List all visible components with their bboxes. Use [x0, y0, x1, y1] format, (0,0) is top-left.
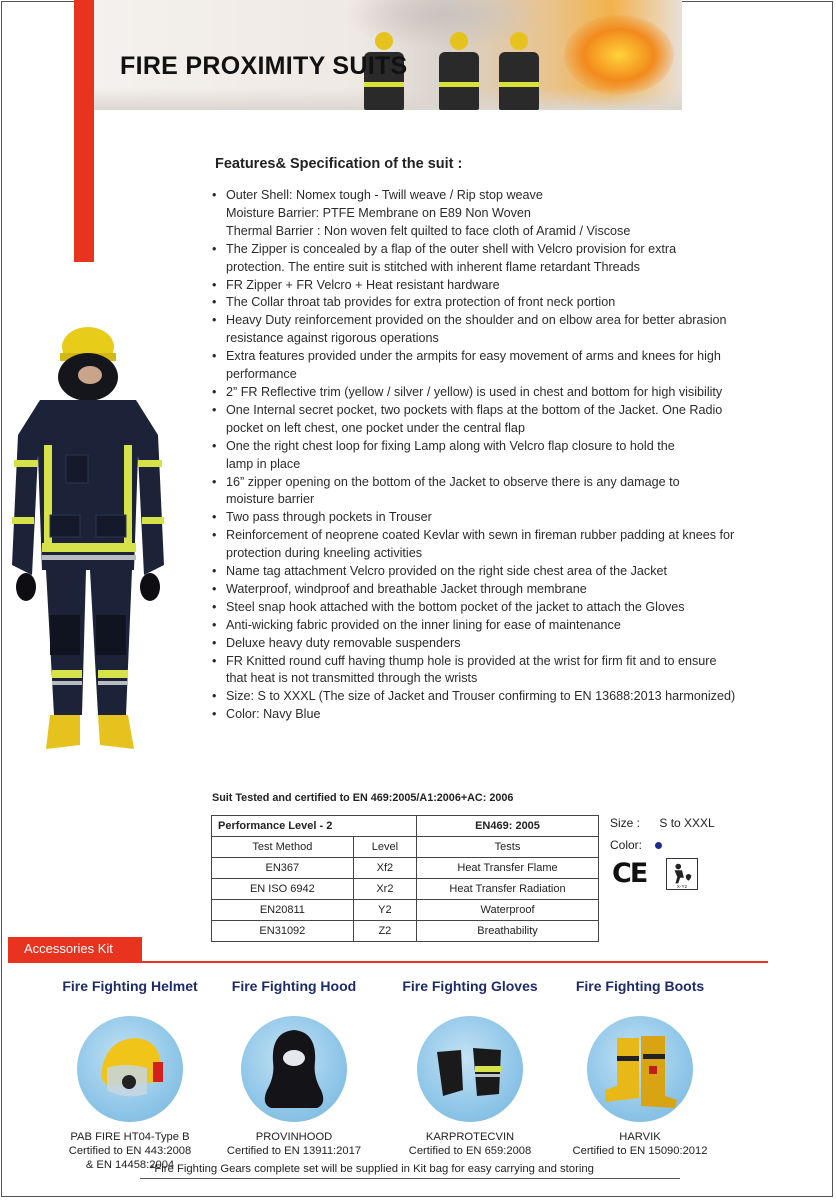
table-cell: EN367 — [212, 858, 354, 879]
feature-text: Thermal Barrier : Non woven felt quilted to face cloth of Aramid / Viscose — [226, 223, 631, 238]
feature-text: Outer Shell: Nomex tough - Twill weave / Rip stop weave — [226, 188, 543, 202]
bullet-icon: • — [212, 707, 217, 722]
feature-item — [212, 527, 772, 563]
feature-text: Name tag attachment Velcro provided on the right side chest area of the Jacket — [226, 564, 668, 579]
feature-item — [212, 474, 772, 510]
feature-text: Color: Navy Blue — [226, 707, 321, 722]
feature-item — [212, 438, 772, 474]
red-accent-bar — [74, 0, 94, 262]
column-header: Test Method — [212, 837, 354, 858]
feature-item — [212, 402, 772, 438]
table-cell: EN31092 — [212, 921, 354, 942]
bullet-icon: • — [212, 349, 217, 364]
caption-line: PROVINHOOD — [255, 1131, 333, 1143]
caption-line: HARVIK — [619, 1131, 661, 1143]
accessory-name: Fire Fighting Gloves — [402, 978, 538, 994]
feature-item — [212, 581, 772, 599]
feature-text: Deluxe heavy duty removable suspenders — [226, 635, 461, 650]
feature-text: One Internal secret pocket, two pockets with flaps at the bottom of the Jacket. One Radio — [226, 402, 723, 417]
bullet-icon: • — [212, 188, 217, 202]
accessory-caption — [550, 1130, 730, 1158]
hood-image — [241, 1016, 347, 1122]
accessories-tab: Accessories Kit — [8, 937, 142, 961]
table-cell: Breathability — [417, 921, 599, 942]
color-swatch — [655, 842, 662, 849]
table-row — [212, 858, 599, 879]
bullet-icon: • — [212, 599, 217, 614]
table-cell: Y2 — [353, 900, 416, 921]
accessory-gloves — [380, 978, 560, 1158]
feature-text: 2” FR Reflective trim (yellow / silver / yellow) is used in chest and bottom for high visibility — [226, 384, 723, 399]
color-label: Color: — [610, 838, 643, 852]
features-heading: Features& Specification of the suit : — [215, 156, 463, 172]
feature-item — [212, 706, 772, 724]
accessory-caption — [204, 1130, 384, 1158]
table-cell: Heat Transfer Radiation — [417, 879, 599, 900]
caption-line: Certified to EN 15090:2012 — [572, 1145, 708, 1157]
size-label: Size : — [610, 816, 641, 830]
bullet-icon: • — [212, 528, 217, 543]
accessory-helmet — [40, 978, 220, 1172]
feature-text: Heavy Duty reinforcement provided on the shoulder and on elbow area for better abrasion — [226, 313, 727, 328]
feature-text: Size: S to XXXL (The size of Jacket and Trouser confirming to EN 13688:2013 harmonized) — [226, 689, 736, 704]
bullet-icon: • — [212, 402, 217, 417]
caption-line: KARPROTECVIN — [425, 1131, 515, 1143]
feature-text: The Collar throat tab provides for extra protection of front neck portion — [226, 295, 616, 310]
bullet-icon: • — [212, 653, 217, 668]
caption-line: Certified to EN 659:2008 — [408, 1145, 532, 1157]
table-row — [212, 900, 599, 921]
bullet-icon: • — [212, 295, 217, 310]
bullet-icon: • — [212, 313, 217, 328]
accessory-name: Fire Fighting Helmet — [62, 978, 198, 994]
feature-item — [212, 653, 772, 689]
column-header: Tests — [417, 837, 599, 858]
table-row — [212, 879, 599, 900]
feature-item — [212, 563, 772, 581]
feature-item — [212, 635, 772, 653]
table-cell: EN20811 — [212, 900, 354, 921]
accessory-boots — [550, 978, 730, 1158]
kit-footnote: *Fire Fighting Gears complete set will be supplied in Kit bag for easy carrying and storing — [150, 1163, 594, 1175]
bullet-icon: • — [212, 241, 217, 256]
accessory-name: Fire Fighting Hood — [231, 978, 357, 994]
accessory-name: Fire Fighting Boots — [575, 978, 705, 994]
table-row — [212, 921, 599, 942]
bullet-icon: • — [212, 689, 217, 704]
features-list — [212, 187, 772, 724]
bullet-icon: • — [212, 617, 217, 632]
performance-table — [211, 815, 599, 942]
feature-text: FR Zipper + FR Velcro + Heat resistant hardware — [226, 277, 500, 292]
feature-text: Moisture Barrier: PTFE Membrane on E89 Non Woven — [226, 205, 531, 220]
pictogram-label: X-Y2 — [676, 884, 688, 890]
table-cell: EN ISO 6942 — [212, 879, 354, 900]
caption-line: Certified to EN 13911:2017 — [226, 1145, 362, 1157]
feature-text: protection. The entire suit is stitched with inherent flame retardant Threads — [226, 259, 640, 274]
feature-item — [212, 348, 772, 384]
caption-line: PAB FIRE HT04-Type B — [70, 1131, 190, 1143]
certification-title: Suit Tested and certified to EN 469:2005/A1:2006+AC: 2006 — [212, 792, 514, 804]
accessory-hood — [204, 978, 384, 1158]
feature-item — [212, 599, 772, 617]
fire-protection-pictogram-icon — [666, 858, 698, 890]
feature-text: protection during kneeling activities — [226, 546, 423, 561]
bullet-icon: • — [212, 384, 217, 399]
feature-text: pocket on left chest, one pocket under the central flap — [226, 420, 525, 435]
feature-text: resistance against rigorous operations — [226, 331, 439, 346]
feature-item — [212, 241, 772, 277]
performance-level: Performance Level - 2 — [212, 816, 417, 837]
feature-text: Waterproof, windproof and breathable Jacket through membrane — [226, 581, 587, 596]
table-cell: Waterproof — [417, 900, 599, 921]
bullet-icon: • — [212, 510, 217, 525]
caption-line: Certified to EN 443:2008 — [68, 1145, 192, 1157]
table-cell: Z2 — [353, 921, 416, 942]
bullet-icon: • — [212, 564, 217, 579]
feature-text: that heat is not transmitted through the wrists — [226, 671, 478, 686]
feature-text: Anti-wicking fabric provided on the inner lining for ease of maintenance — [226, 617, 621, 632]
helmet-image — [77, 1016, 183, 1122]
bullet-icon: • — [212, 277, 217, 292]
feature-item — [212, 509, 772, 527]
feature-text: The Zipper is concealed by a flap of the outer shell with Velcro provision for extra — [226, 241, 677, 256]
feature-item — [212, 312, 772, 348]
feature-text: moisture barrier — [226, 492, 315, 507]
feature-item — [212, 688, 772, 706]
feature-text: performance — [226, 367, 297, 382]
size-value: S to XXXL — [659, 816, 715, 830]
ce-mark-icon: CE — [612, 858, 647, 889]
page-title: FIRE PROXIMITY SUITS — [120, 52, 408, 80]
table-column-row — [212, 837, 599, 858]
gloves-image — [417, 1016, 523, 1122]
caption-line: & EN 14458:2004 — [85, 1159, 175, 1171]
column-header: Level — [353, 837, 416, 858]
feature-text: Extra features provided under the armpits for easy movement of arms and knees for high — [226, 349, 721, 364]
feature-item — [212, 187, 772, 241]
feature-item — [212, 617, 772, 635]
feature-text: One the right chest loop for fixing Lamp along with Velcro flap closure to hold the — [226, 438, 675, 453]
feature-item — [212, 294, 772, 312]
feature-text: Reinforcement of neoprene coated Kevlar with sewn in fireman rubber padding at knees for — [226, 528, 735, 543]
accessories-divider — [8, 961, 768, 963]
feature-text: 16” zipper opening on the bottom of the Jacket to observe there is any damage to — [226, 474, 680, 489]
feature-item — [212, 384, 772, 402]
accessory-caption — [380, 1130, 560, 1158]
feature-text: lamp in place — [226, 456, 301, 471]
fire-graphic — [564, 15, 674, 95]
bullet-icon: • — [212, 581, 217, 596]
footnote-underline — [140, 1178, 680, 1179]
bullet-icon: • — [212, 635, 217, 650]
table-header-row — [212, 816, 599, 837]
fire-suit-photo — [10, 325, 168, 755]
standard-label: EN469: 2005 — [417, 816, 599, 837]
feature-item — [212, 277, 772, 295]
feature-text: FR Knitted round cuff having thump hole is provided at the wrist for firm fit and to ensure — [226, 653, 717, 668]
table-cell: Heat Transfer Flame — [417, 858, 599, 879]
feature-text: Steel snap hook attached with the bottom pocket of the jacket to attach the Gloves — [226, 599, 685, 614]
bullet-icon: • — [212, 474, 217, 489]
table-cell: Xf2 — [353, 858, 416, 879]
table-cell: Xr2 — [353, 879, 416, 900]
feature-text: Two pass through pockets in Trouser — [226, 510, 432, 525]
bullet-icon: • — [212, 438, 217, 453]
boots-image — [587, 1016, 693, 1122]
